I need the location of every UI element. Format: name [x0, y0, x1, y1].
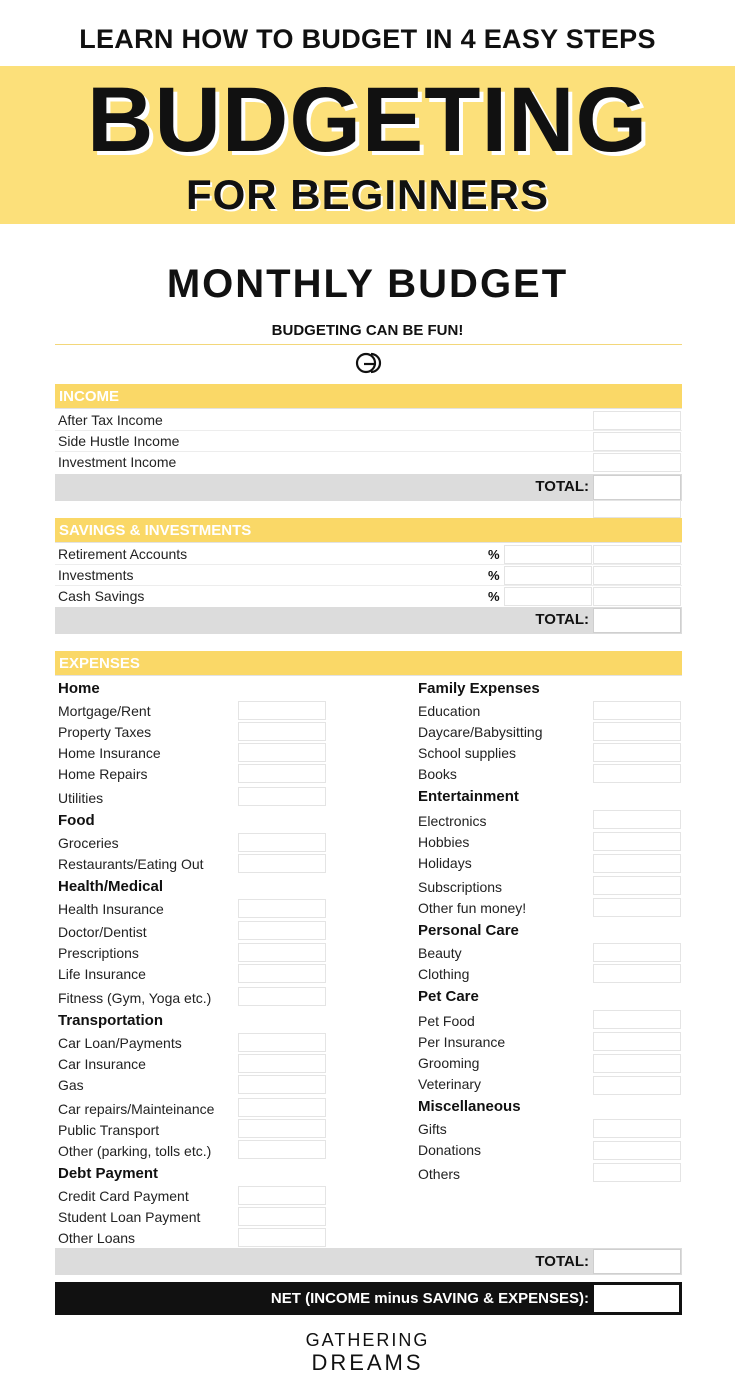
expense-item: Other (parking, tolls etc.): [58, 1143, 212, 1159]
expense-amount-input[interactable]: [593, 1163, 681, 1182]
worksheet-motto: BUDGETING CAN BE FUN!: [271, 322, 464, 339]
spacer-cell: [593, 500, 681, 518]
expense-item: Others: [418, 1166, 461, 1182]
expense-amount-input[interactable]: [238, 854, 326, 873]
expenses-header: EXPENSES: [55, 651, 682, 676]
expense-amount-input[interactable]: [593, 898, 681, 917]
savings-item-cash: Cash Savings: [58, 588, 145, 604]
savings-percent-input[interactable]: [504, 587, 592, 606]
expense-item: Student Loan Payment: [58, 1209, 201, 1225]
expense-amount-input[interactable]: [593, 743, 681, 762]
expense-amount-input[interactable]: [593, 722, 681, 741]
row-divider: [55, 430, 682, 431]
expense-item: Hobbies: [418, 834, 470, 850]
expense-item: Other Loans: [58, 1230, 136, 1246]
expense-amount-input[interactable]: [593, 1054, 681, 1073]
percent-label: %: [488, 547, 500, 562]
income-item-investment: Investment Income: [58, 454, 177, 470]
expense-item: Grooming: [418, 1055, 480, 1071]
expense-item: Doctor/Dentist: [58, 924, 147, 940]
expense-amount-input[interactable]: [593, 1076, 681, 1095]
savings-amount-input[interactable]: [593, 587, 681, 606]
expense-amount-input[interactable]: [593, 1010, 681, 1029]
category-entertainment: Entertainment: [418, 788, 519, 805]
expense-item: Holidays: [418, 855, 472, 871]
expenses-total-input[interactable]: [593, 1249, 681, 1274]
category-debt: Debt Payment: [58, 1165, 159, 1182]
expense-item: Per Insurance: [418, 1034, 506, 1050]
savings-total-label: TOTAL:: [535, 611, 589, 628]
expense-amount-input[interactable]: [238, 1054, 326, 1073]
savings-item-investments: Investments: [58, 567, 134, 583]
expense-item: Electronics: [418, 813, 487, 829]
row-divider: [55, 585, 682, 586]
savings-header: SAVINGS & INVESTMENTS: [55, 518, 682, 543]
expense-amount-input[interactable]: [238, 1033, 326, 1052]
expense-item: Beauty: [418, 945, 462, 961]
expense-item: Gas: [58, 1077, 84, 1093]
expense-item: Education: [418, 703, 481, 719]
expense-item: Prescriptions: [58, 945, 139, 961]
expense-item: Utilities: [58, 790, 104, 806]
expense-amount-input[interactable]: [593, 943, 681, 962]
percent-label: %: [488, 568, 500, 583]
expense-amount-input[interactable]: [238, 1186, 326, 1205]
expense-item: Groceries: [58, 835, 119, 851]
expense-item: Other fun money!: [418, 900, 527, 916]
expense-item: Books: [418, 766, 457, 782]
expense-amount-input[interactable]: [238, 987, 326, 1006]
income-total-label: TOTAL:: [535, 478, 589, 495]
expense-item: Home Repairs: [58, 766, 148, 782]
expense-amount-input[interactable]: [593, 964, 681, 983]
brand-line-2: DREAMS: [311, 1350, 424, 1375]
net-label: NET (INCOME minus SAVING & EXPENSES):: [270, 1290, 589, 1307]
expense-item: Daycare/Babysitting: [418, 724, 543, 740]
income-amount-input[interactable]: [593, 432, 681, 451]
expense-amount-input[interactable]: [238, 1098, 326, 1117]
savings-percent-input[interactable]: [504, 566, 592, 585]
tagline: LEARN HOW TO BUDGET IN 4 EASY STEPS: [79, 24, 656, 54]
expense-item: Mortgage/Rent: [58, 703, 151, 719]
expense-amount-input[interactable]: [593, 810, 681, 829]
expense-amount-input[interactable]: [238, 921, 326, 940]
expense-item: Car Insurance: [58, 1056, 146, 1072]
expense-amount-input[interactable]: [238, 833, 326, 852]
category-pet-care: Pet Care: [418, 988, 479, 1005]
expense-item: Car Loan/Payments: [58, 1035, 182, 1051]
expense-amount-input[interactable]: [238, 722, 326, 741]
expense-amount-input[interactable]: [238, 899, 326, 918]
income-item-after-tax: After Tax Income: [58, 412, 163, 428]
expense-amount-input[interactable]: [238, 743, 326, 762]
expense-amount-input[interactable]: [238, 1140, 326, 1159]
category-miscellaneous: Miscellaneous: [418, 1098, 521, 1115]
expense-amount-input[interactable]: [593, 1119, 681, 1138]
net-total-input[interactable]: [593, 1284, 680, 1313]
category-home: Home: [58, 680, 100, 697]
expense-item: Car repairs/Mainteinance: [58, 1101, 215, 1117]
expense-item: Veterinary: [418, 1076, 482, 1092]
expense-amount-input[interactable]: [238, 943, 326, 962]
expense-item: Clothing: [418, 966, 470, 982]
expense-amount-input[interactable]: [238, 1228, 326, 1247]
expense-amount-input[interactable]: [238, 701, 326, 720]
expense-item: Property Taxes: [58, 724, 152, 740]
income-amount-input[interactable]: [593, 453, 681, 472]
savings-item-retirement: Retirement Accounts: [58, 546, 188, 562]
expense-amount-input[interactable]: [238, 964, 326, 983]
expense-item: Life Insurance: [58, 966, 146, 982]
income-total-input[interactable]: [593, 475, 681, 500]
worksheet-title: MONTHLY BUDGET: [166, 262, 569, 306]
expenses-total-label: TOTAL:: [535, 1253, 589, 1270]
category-transportation: Transportation: [58, 1012, 164, 1029]
expense-amount-input[interactable]: [593, 1141, 681, 1160]
divider: [55, 344, 682, 345]
expense-amount-input[interactable]: [593, 854, 681, 873]
expense-item: Public Transport: [58, 1122, 160, 1138]
expense-item: Gifts: [418, 1121, 447, 1137]
expense-amount-input[interactable]: [238, 787, 326, 806]
row-divider: [55, 564, 682, 565]
percent-label: %: [488, 589, 500, 604]
expense-amount-input[interactable]: [238, 1119, 326, 1138]
row-divider: [55, 451, 682, 452]
savings-amount-input[interactable]: [593, 566, 681, 585]
brand-line-1: GATHERING: [305, 1330, 430, 1350]
savings-percent-input[interactable]: [504, 545, 592, 564]
expense-item: Donations: [418, 1142, 482, 1158]
expense-amount-input[interactable]: [238, 764, 326, 783]
category-family: Family Expenses: [418, 680, 540, 697]
category-personal-care: Personal Care: [418, 922, 519, 939]
expense-amount-input[interactable]: [593, 764, 681, 783]
expense-item: Fitness (Gym, Yoga etc.): [58, 990, 212, 1006]
expense-item: Credit Card Payment: [58, 1188, 189, 1204]
expense-amount-input[interactable]: [238, 1207, 326, 1226]
expense-item: Health Insurance: [58, 901, 164, 917]
expense-amount-input[interactable]: [593, 876, 681, 895]
income-header: INCOME: [55, 384, 682, 409]
main-title: BUDGETING: [87, 69, 648, 171]
savings-amount-input[interactable]: [593, 545, 681, 564]
expense-amount-input[interactable]: [593, 832, 681, 851]
income-amount-input[interactable]: [593, 411, 681, 430]
expense-item: Restaurants/Eating Out: [58, 856, 204, 872]
expense-item: Pet Food: [418, 1013, 475, 1029]
category-food: Food: [58, 812, 95, 829]
gd-monogram-icon: [355, 352, 385, 374]
expense-amount-input[interactable]: [593, 1032, 681, 1051]
expense-amount-input[interactable]: [238, 1075, 326, 1094]
savings-total-input[interactable]: [593, 608, 681, 633]
income-item-side-hustle: Side Hustle Income: [58, 433, 180, 449]
expense-amount-input[interactable]: [593, 701, 681, 720]
expense-item: Home Insurance: [58, 745, 161, 761]
category-health: Health/Medical: [58, 878, 164, 895]
expense-item: School supplies: [418, 745, 517, 761]
sub-title: FOR BEGINNERS: [185, 171, 550, 218]
expense-item: Subscriptions: [418, 879, 503, 895]
